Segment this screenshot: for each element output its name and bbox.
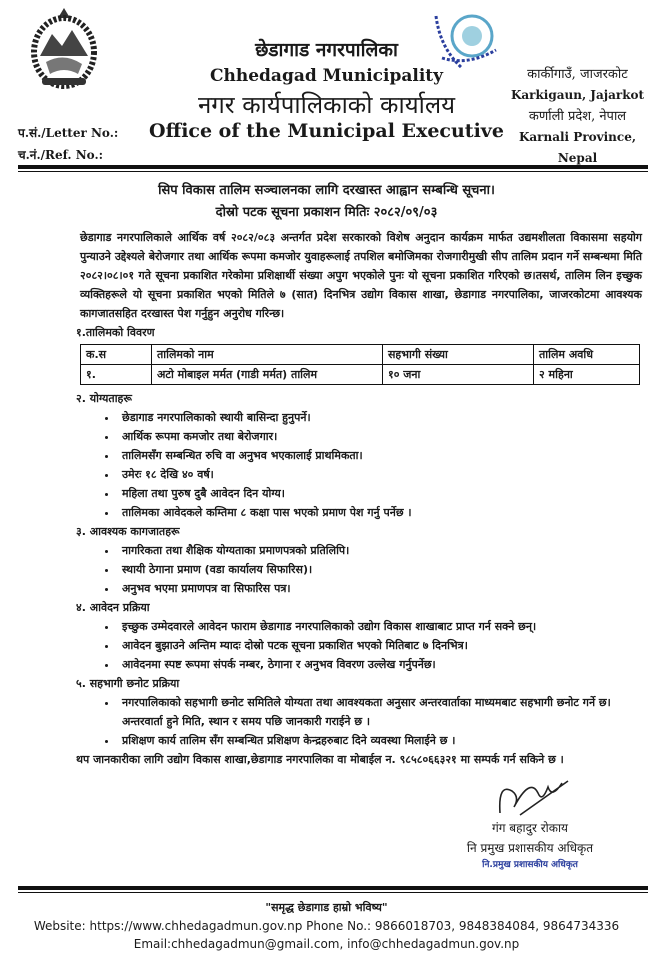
list-item: • प्रशिक्षण कार्य तालिम सँग सम्बन्धित प्रशिक्षण केन्द्रहरुबाट दिने व्यवस्था मिलाईने छ । — [118, 731, 642, 750]
address-np-2: कर्णाली प्रदेश, नेपाल — [528, 109, 627, 124]
signatory-name: गंग बहादुर रोकाय — [491, 821, 569, 835]
letter-no-label: प.सं./Letter No.: — [18, 126, 119, 140]
list-item: • स्थायी ठेगाना प्रमाण (वडा कार्यालय सिफारिस)। — [118, 560, 642, 579]
table-header-cell: सहभागी संख्या — [383, 345, 534, 365]
selection-process-list — [80, 693, 642, 750]
section-5-heading: ५. सहभागी छनोट प्रक्रिया — [76, 677, 180, 690]
notice-title: सिप विकास तालिम सञ्चालनका लागि दरखास्त आह्वान सम्बन्धि सूचना। — [158, 183, 495, 198]
training-table — [80, 344, 640, 385]
table-cell: १० जना — [383, 365, 534, 385]
list-item: • महिला तथा पुरुष दुबै आवेदन दिन योग्य। — [118, 484, 642, 503]
reference-block — [18, 122, 118, 166]
documents-list — [80, 541, 642, 598]
table-row — [81, 365, 640, 385]
section-3-heading: ३. आवश्यक कागजातहरू — [76, 525, 180, 538]
municipality-name-np: छेडागाड नगरपालिका — [255, 39, 398, 61]
address-en-1: Karkigaun, Jajarkot — [510, 88, 645, 102]
list-item: • उमेरः १८ देखि ४० वर्ष। — [118, 465, 642, 484]
list-item: • आर्थिक रूपमा कमजोर तथा बेरोजगार। — [118, 427, 642, 446]
notice-body — [76, 228, 642, 769]
footer-divider — [18, 886, 648, 893]
table-header-row — [81, 345, 640, 365]
list-item: • नगरपालिकाको सहभागी छनोट समितिले योग्यता तथा आवश्यकता अनुसार अन्तरवार्ताका माध्यमबाट सहभागी छनोट गर्ने छ। अन्तरवार्ता हुने मिति, स्थान र समय पछि जानकारी गराईने छ । — [118, 693, 642, 731]
list-item: • इच्छुक उम्मेदवारले आवेदन फाराम छेडागाड नगरपालिकाको उद्योग विकास शाखाबाट प्राप्त गर्न सक्ने छन्। — [118, 617, 642, 636]
section-2-heading: २. योग्यताहरू — [76, 392, 132, 405]
designation-stamp: नि.प्रमुख प्रशासकीय अधिकृत — [482, 860, 578, 870]
notice-date: दोस्रो पटक सूचना प्रकाशन मितिः २०८२/०९/०३ — [215, 205, 438, 220]
footer — [0, 899, 653, 953]
municipality-name-en: Chhedagad Municipality — [209, 66, 444, 86]
footer-contact: Website: https://www.chhedagadmun.gov.np Phone No.: 9866018703, 9848384084, 9864734336 — [33, 919, 620, 933]
notice-title-block — [0, 180, 653, 224]
section-1-heading: १.तालिमको विवरण — [76, 326, 155, 339]
table-header-cell: क.स — [81, 345, 152, 365]
intro-paragraph: छेडागाड नगरपालिकाले आर्थिक वर्ष २०८२/०८३ अन्तर्गत प्रदेश सरकारको विशेष अनुदान कार्यक्रम मार्फत उद्यमशीलता विकासमा सहयोग पुन्याउने उद्देश्यले बेरोजगार तथा आर्थिक रूपमा कमजोर युवाहरूलाई तपशिल बमोजिमका रोजगारीमुखी सीप तालिम प्रदान गर्ने सम्बन्धमा मिति २०८२।०८।०१ गते सूचना प्रकाशित गरेकोमा प्रशिक्षार्थी संख्या अपुग भएकोले पुनः यो सूचना प्रकाशित गरिएको छ।तसर्थ, तालिम लिन इच्छुक व्यक्तिहरूले यो सूचना प्रकाशित भएको मितिले ७ (सात) दिनभित्र उद्योग विकास शाखा, छेडागाड नगरपालिका, जाजरकोटमा आवश्यक कागजातसहित दरखास्त पेश गर्नुहुन अनुरोध गरिन्छ। — [80, 231, 642, 320]
address-block — [505, 64, 650, 169]
office-name-en: Office of the Municipal Executive — [149, 120, 504, 142]
header-divider — [18, 165, 648, 172]
footer-email: Email:chhedagadmun@gmail.com, info@chhedagadmun.gov.np — [133, 937, 520, 951]
table-header-cell: तालिमको नाम — [152, 345, 383, 365]
list-item: • अनुभव भएमा प्रमाणपत्र वा सिफारिस पत्र। — [118, 579, 642, 598]
office-name-np: नगर कार्यपालिकाको कार्यालय — [197, 91, 456, 119]
list-item: • आवेदनमा स्पष्ट रूपमा संपर्क नम्बर, ठेगाना र अनुभव विवरण उल्लेख गर्नुपर्नेछ। — [118, 655, 642, 674]
table-cell: अटो मोबाइल मर्मत (गाडी मर्मत) तालिम — [152, 365, 383, 385]
address-en-2: Karnali Province, Nepal — [518, 130, 637, 165]
footer-motto: "समृद्ध छेडागाड हाम्रो भविष्य" — [265, 901, 388, 914]
handwritten-signature — [490, 773, 570, 818]
document-flow — [0, 165, 653, 953]
list-item: • नागरिकता तथा शैक्षिक योग्यताका प्रमाणपत्रको प्रतिलिपि। — [118, 541, 642, 560]
closing-paragraph: थप जानकारीका लागि उद्योग विकास शाखा,छेडागाड नगरपालिका वा मोबाईल न. ९८५८०६६३२१ मा सम्पर्क गर्न सकिने छ । — [76, 753, 564, 766]
list-item: • आवेदन बुझाउने अन्तिम म्यादः दोस्रो पटक सूचना प्रकाशित भएको मितिबाट ७ दिनभित्र। — [118, 636, 642, 655]
signatory-designation: नि प्रमुख प्रशासकीय अधिकृत — [466, 841, 594, 855]
section-4-heading: ४. आवेदन प्रक्रिया — [76, 601, 150, 614]
table-header-cell: तालिम अवधि — [534, 345, 640, 365]
table-cell: १. — [81, 365, 152, 385]
application-process-list — [80, 617, 642, 674]
ref-no-label: च.नं./Ref. No.: — [18, 148, 104, 162]
eligibility-list — [80, 408, 642, 522]
signature-block — [420, 773, 640, 872]
table-cell: २ महिना — [534, 365, 640, 385]
list-item: • तालिमसँग सम्बन्धित रुचि वा अनुभव भएकालाई प्राथमिकता। — [118, 446, 642, 465]
list-item: • छेडागाड नगरपालिकाको स्थायी बासिन्दा हुनुपर्ने। — [118, 408, 642, 427]
address-np-1: कार्कीगाउँ, जाजरकोट — [527, 67, 628, 82]
list-item: • तालिमका आवेदकले कम्तिमा ८ कक्षा पास भएको प्रमाण पेश गर्नु पर्नेछ । — [118, 503, 642, 522]
